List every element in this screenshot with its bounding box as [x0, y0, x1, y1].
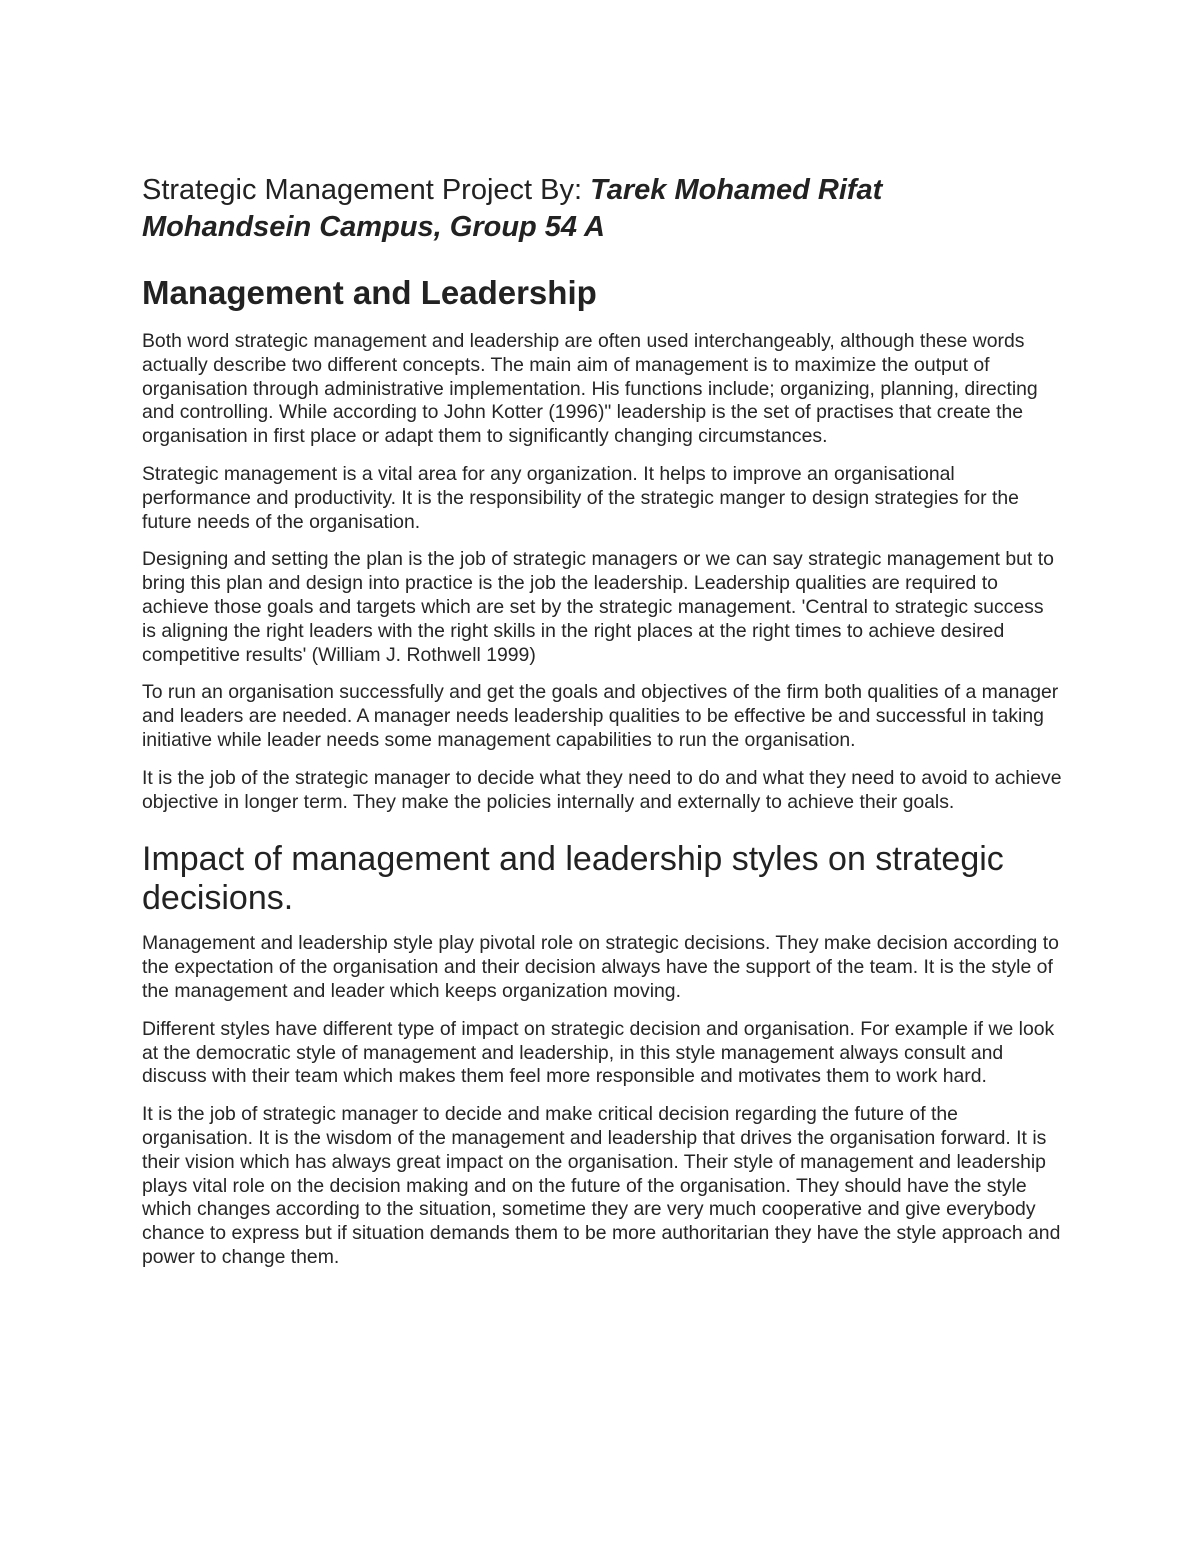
paragraph: Different styles have different type of impact on strategic decision and organisation. For example if we look at the democratic style of management and leadership, in this style management always consult and discuss with their team which makes them feel more responsible and motivates them to work hard. — [142, 1017, 1055, 1088]
paragraph: Management and leadership style play pivotal role on strategic decisions. They make decision according to the expectation of the organisation and their decision always have the support of the team. It is the style of the management and leader which keeps organization moving. — [142, 932, 1059, 1002]
paragraph: Designing and setting the plan is the job of strategic managers or we can say strategic management but to bring this plan and design into practice is the job the leadership. Leadership qualities are required to achieve those goals and targets which are set by the strategic management. 'Central to strategic success is aligning the right leaders with the right skills in the right places at the right times to achieve desired competitive results' (William J. Rothwell 1999) — [142, 548, 1054, 666]
paragraph: To run an organisation successfully and get the goals and objectives of the firm both qualities of a manager and leaders are needed. A manager needs leadership qualities to be effective be and successful in taking initiative while leader needs some management capabilities to run the organisation. — [142, 681, 1059, 751]
section-heading-management-leadership: Management and Leadership — [142, 274, 597, 311]
paragraph: It is the job of strategic manager to decide and make critical decision regarding the future of the organisation. It is the wisdom of the management and leadership that drives the organisation forward. It is their vision which has always great impact on the organisation. Their style of management and leadership plays vital role on the decision making and on the future of the organisation. They should have the style which changes according to the situation, sometime they are very much cooperative and give everybody chance to express but if situation demands them to be more authoritarian they have the style approach and power to change them. — [142, 1103, 1061, 1268]
section-heading-impact-styles: Impact of management and leadership styles on strategic decisions. — [142, 840, 1004, 918]
paragraph: Both word strategic management and leadership are often used interchangeably, although these words actually describe two different concepts. The main aim of management is to maximize the output of organisation through administrative implementation. His functions include; organizing, planning, directing and controlling. While according to John Kotter (1996)" leadership is the set of practises that create the organisation in first place or adapt them to significantly changing circumstances. — [142, 330, 1038, 448]
title-campus: Mohandsein Campus, Group 54 A — [142, 211, 605, 243]
document-title — [142, 172, 1062, 246]
paragraph: Strategic management is a vital area for any organization. It helps to improve an organisational performance and productivity. It is the responsibility of the strategic manger to design strategies for the future needs of the organisation. — [142, 462, 1019, 533]
title-prefix: Strategic Management Project By: — [142, 174, 591, 206]
paragraph: It is the job of the strategic manager to decide what they need to do and what they need to avoid to achieve objective in longer term. They make the policies internally and externally to achieve their goals. — [142, 766, 1062, 813]
document-page — [142, 172, 1062, 1284]
title-author: Tarek Mohamed Rifat — [590, 174, 883, 206]
